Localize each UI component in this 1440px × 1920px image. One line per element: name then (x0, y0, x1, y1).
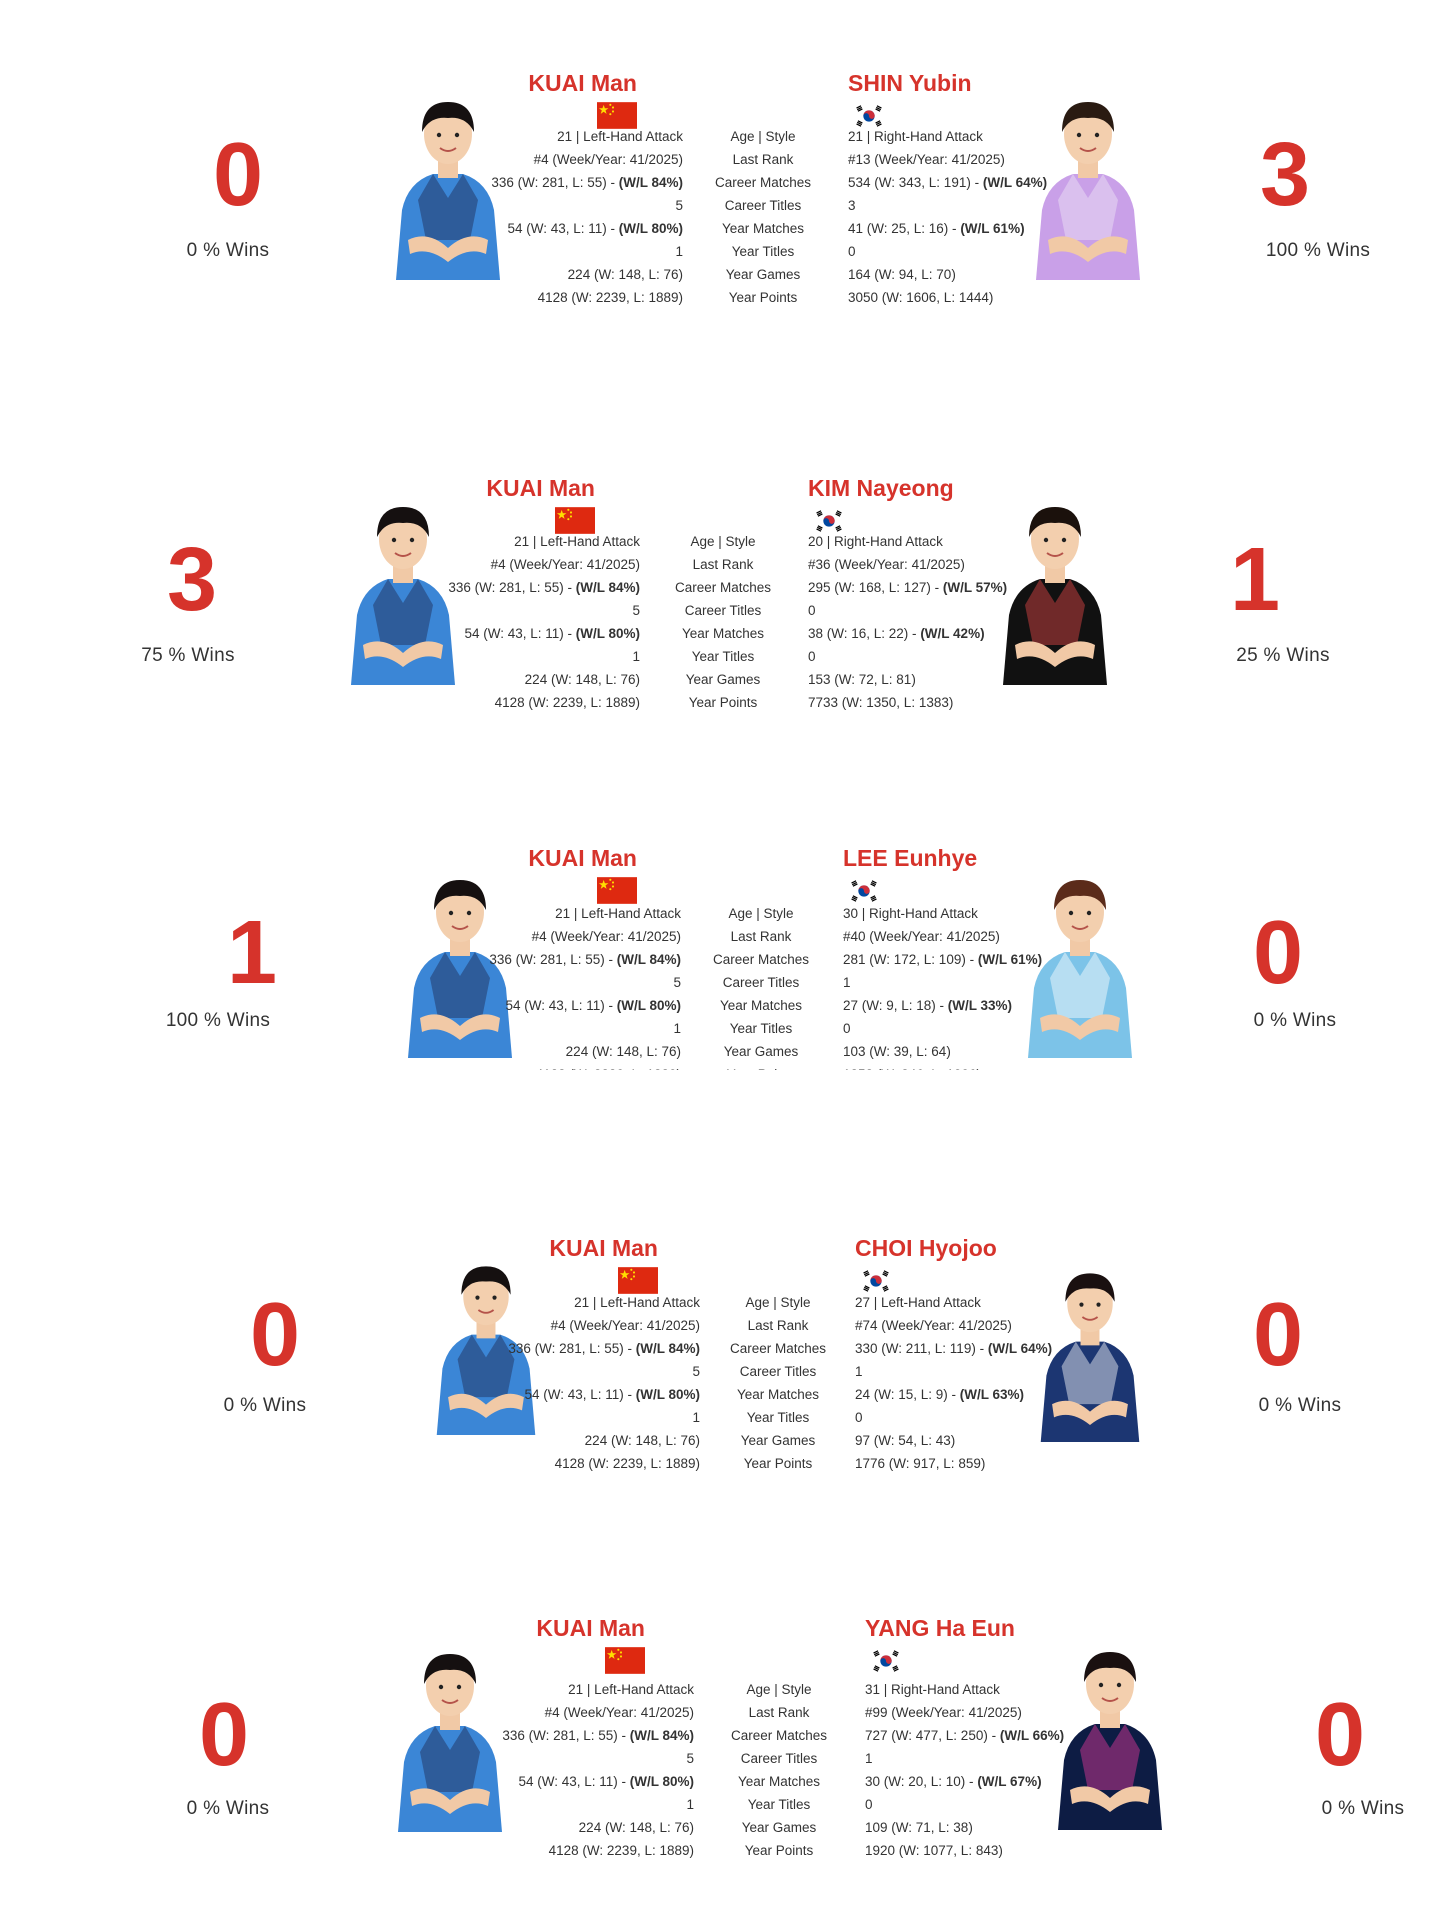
stat-row (410, 553, 640, 576)
stat-row (855, 1406, 1052, 1429)
stat-value: 336 (W: 281, L: 55) - (448, 580, 576, 595)
stat-row (453, 125, 683, 148)
win-loss-ratio: (W/L 33%) (947, 998, 1013, 1013)
stat-value: 5 (692, 1364, 700, 1379)
left-score: 1 (226, 903, 278, 1003)
stat-value: 224 (W: 148, L: 76) (565, 1044, 681, 1059)
stat-label: Year Points (743, 1456, 813, 1471)
korea-flag-icon (869, 1648, 903, 1679)
stat-value: 164 (W: 94, L: 70) (848, 267, 956, 282)
stat-value: 1 (673, 1021, 681, 1036)
win-loss-ratio: (W/L 80%) (618, 221, 683, 236)
stat-row (808, 645, 1007, 668)
stat-value: 0 (855, 1410, 863, 1425)
left-stats (451, 902, 681, 1086)
stat-row (464, 1701, 694, 1724)
player-name-right[interactable]: SHIN Yubin (848, 70, 972, 96)
left-score: 0 (249, 1285, 301, 1385)
stat-labels (653, 530, 793, 714)
stat-row (848, 240, 1047, 263)
stat-label: Year Matches (721, 221, 805, 236)
stat-value: 0 (843, 1021, 851, 1036)
stat-label: Last Rank (730, 929, 792, 944)
right-score: 0 (1252, 903, 1304, 1003)
stat-value: 54 (W: 43, L: 11) - (464, 626, 576, 641)
stat-value: 20 | Right-Hand Attack (808, 534, 943, 549)
player-name-right[interactable]: KIM Nayeong (808, 475, 954, 501)
stat-value: 330 (W: 211, L: 119) - (855, 1341, 988, 1356)
stat-value: 1 (686, 1797, 694, 1812)
china-flag-icon (605, 1647, 645, 1679)
right-score: 0 (1252, 1285, 1304, 1385)
stat-row (470, 1452, 700, 1475)
stat-row (843, 902, 1042, 925)
win-loss-ratio: (W/L 42%) (920, 626, 985, 641)
stat-label: Year Titles (731, 244, 795, 259)
stat-row (410, 668, 640, 691)
stat-row (848, 286, 1047, 309)
stat-value: #4 (Week/Year: 41/2025) (533, 152, 683, 167)
left-score: 3 (166, 530, 218, 630)
stat-row (855, 1337, 1052, 1360)
player-photo-right (1030, 1262, 1150, 1452)
stat-row (410, 530, 640, 553)
stat-value: 31 | Right-Hand Attack (865, 1682, 1000, 1697)
win-loss-ratio: (W/L 84%) (635, 1341, 700, 1356)
stat-row (453, 286, 683, 309)
stat-row (451, 925, 681, 948)
win-loss-ratio: (W/L 66%) (999, 1728, 1065, 1743)
stat-row (855, 1383, 1052, 1406)
stat-value: 336 (W: 281, L: 55) - (491, 175, 619, 190)
stat-labels (708, 1291, 848, 1475)
player-name-left[interactable]: KUAI Man (486, 475, 595, 501)
stat-value: #36 (Week/Year: 41/2025) (808, 557, 965, 572)
stat-value: 295 (W: 168, L: 127) - (808, 580, 943, 595)
stat-label: Last Rank (747, 1318, 809, 1333)
stat-value: 5 (673, 975, 681, 990)
stat-label: Year Titles (747, 1797, 811, 1812)
right-score: 1 (1229, 530, 1281, 630)
stat-value: 27 (W: 9, L: 18) - (843, 998, 948, 1013)
stat-row (865, 1701, 1064, 1724)
stat-label: Year Titles (729, 1021, 793, 1036)
image-crop-edge (0, 1070, 1440, 1110)
stat-label: Career Matches (730, 1728, 828, 1743)
stat-value: 27 | Left-Hand Attack (855, 1295, 981, 1310)
stat-value: 21 | Left-Hand Attack (568, 1682, 694, 1697)
right-stats (848, 125, 1047, 309)
stat-label: Year Matches (736, 1387, 820, 1402)
stat-value: 0 (848, 244, 856, 259)
stat-label: Career Matches (674, 580, 772, 595)
stat-row (453, 217, 683, 240)
stat-value: 5 (675, 198, 683, 213)
stat-row (865, 1724, 1064, 1747)
stat-value: 336 (W: 281, L: 55) - (502, 1728, 630, 1743)
stat-value: #4 (Week/Year: 41/2025) (490, 557, 640, 572)
stat-row (865, 1816, 1064, 1839)
stat-row (808, 668, 1007, 691)
stat-row (865, 1770, 1064, 1793)
stat-value: 54 (W: 43, L: 11) - (518, 1774, 630, 1789)
stat-labels (691, 902, 831, 1086)
win-loss-ratio: (W/L 57%) (942, 580, 1008, 595)
stat-value: 54 (W: 43, L: 11) - (524, 1387, 636, 1402)
win-loss-ratio: (W/L 80%) (629, 1774, 694, 1789)
stat-row (464, 1793, 694, 1816)
stat-row (843, 1040, 1042, 1063)
stat-label: Career Titles (684, 603, 762, 618)
stat-value: #99 (Week/Year: 41/2025) (865, 1705, 1022, 1720)
stat-value: 4128 (W: 2239, L: 1889) (554, 1456, 700, 1471)
stat-row (464, 1770, 694, 1793)
stat-value: #4 (Week/Year: 41/2025) (550, 1318, 700, 1333)
stat-value: 0 (808, 649, 816, 664)
stat-value: 54 (W: 43, L: 11) - (505, 998, 617, 1013)
player-photo-right (1050, 1640, 1170, 1830)
stat-row (464, 1678, 694, 1701)
stat-value: 30 | Right-Hand Attack (843, 906, 978, 921)
right-win-percentage: 25 % Wins (1236, 645, 1330, 666)
stat-value: 281 (W: 172, L: 109) - (843, 952, 978, 967)
stat-row (451, 902, 681, 925)
left-score: 0 (198, 1685, 250, 1785)
stat-value: 3 (848, 198, 856, 213)
win-loss-ratio: (W/L 61%) (977, 952, 1043, 967)
stat-row (470, 1360, 700, 1383)
stat-value: 21 | Left-Hand Attack (557, 129, 683, 144)
stat-row (410, 691, 640, 714)
stat-row (453, 148, 683, 171)
stat-value: 0 (865, 1797, 873, 1812)
stat-row (843, 971, 1042, 994)
stat-row (451, 994, 681, 1017)
stat-value: 54 (W: 43, L: 11) - (507, 221, 619, 236)
stat-label: Last Rank (732, 152, 794, 167)
stat-label: Age | Style (730, 129, 796, 144)
stat-label: Year Games (723, 1044, 799, 1059)
stat-row (808, 553, 1007, 576)
stat-row (848, 263, 1047, 286)
stat-label: Year Points (744, 1843, 814, 1858)
right-stats (843, 902, 1042, 1086)
stat-value: 1920 (W: 1077, L: 843) (865, 1843, 1003, 1858)
stat-value: 21 | Left-Hand Attack (574, 1295, 700, 1310)
stat-value: #4 (Week/Year: 41/2025) (531, 929, 681, 944)
left-win-percentage: 0 % Wins (186, 1798, 270, 1819)
right-stats (808, 530, 1007, 714)
stat-row (464, 1724, 694, 1747)
win-loss-ratio: (W/L 64%) (987, 1341, 1053, 1356)
stat-label: Year Points (728, 290, 798, 305)
stat-label: Career Matches (712, 952, 810, 967)
stat-row (808, 530, 1007, 553)
win-loss-ratio: (W/L 84%) (629, 1728, 694, 1743)
stat-value: 38 (W: 16, L: 22) - (808, 626, 921, 641)
stat-value: 5 (686, 1751, 694, 1766)
left-win-percentage: 0 % Wins (223, 1395, 307, 1416)
stat-value: 24 (W: 15, L: 9) - (855, 1387, 960, 1402)
stat-value: 5 (632, 603, 640, 618)
stat-label: Age | Style (728, 906, 794, 921)
left-stats (453, 125, 683, 309)
right-win-percentage: 0 % Wins (1253, 1010, 1337, 1031)
player-name-left[interactable]: KUAI Man (549, 1235, 658, 1261)
stat-label: Year Matches (681, 626, 765, 641)
stat-label: Year Games (725, 267, 801, 282)
stat-value: 153 (W: 72, L: 81) (808, 672, 916, 687)
stat-value: 21 | Left-Hand Attack (514, 534, 640, 549)
stat-label: Age | Style (690, 534, 756, 549)
win-loss-ratio: (W/L 63%) (959, 1387, 1025, 1402)
stat-value: 103 (W: 39, L: 64) (843, 1044, 951, 1059)
stat-row (808, 622, 1007, 645)
stat-value: 4128 (W: 2239, L: 1889) (537, 290, 683, 305)
left-stats (470, 1291, 700, 1475)
stat-row (451, 1040, 681, 1063)
stat-row (808, 599, 1007, 622)
left-score: 0 (212, 125, 264, 225)
stat-value: 1 (855, 1364, 863, 1379)
player-name-left[interactable]: KUAI Man (528, 70, 637, 96)
stat-value: 727 (W: 477, L: 250) - (865, 1728, 1000, 1743)
stat-labels (709, 1678, 849, 1862)
stat-row (464, 1747, 694, 1770)
stat-row (865, 1747, 1064, 1770)
stat-label: Year Matches (737, 1774, 821, 1789)
stat-row (855, 1452, 1052, 1475)
stat-label: Year Titles (746, 1410, 810, 1425)
right-win-percentage: 0 % Wins (1258, 1395, 1342, 1416)
win-loss-ratio: (W/L 80%) (616, 998, 681, 1013)
right-win-percentage: 0 % Wins (1321, 1798, 1405, 1819)
stat-row (865, 1678, 1064, 1701)
stat-label: Year Games (740, 1433, 816, 1448)
stat-row (848, 171, 1047, 194)
stat-row (410, 645, 640, 668)
stat-value: 534 (W: 343, L: 191) - (848, 175, 983, 190)
right-win-percentage: 100 % Wins (1265, 240, 1371, 261)
player-photo-right (1020, 868, 1140, 1058)
stat-row (843, 948, 1042, 971)
stat-row (855, 1360, 1052, 1383)
stat-value: 1 (843, 975, 851, 990)
stat-row (848, 148, 1047, 171)
stat-labels (693, 125, 833, 309)
stat-label: Age | Style (745, 1295, 811, 1310)
player-name-left[interactable]: KUAI Man (528, 845, 637, 871)
stat-row (843, 925, 1042, 948)
stat-value: 109 (W: 71, L: 38) (865, 1820, 973, 1835)
stat-label: Career Titles (739, 1364, 817, 1379)
win-loss-ratio: (W/L 64%) (982, 175, 1048, 190)
stat-row (808, 576, 1007, 599)
win-loss-ratio: (W/L 61%) (960, 221, 1025, 236)
stat-row (470, 1291, 700, 1314)
stat-value: 224 (W: 148, L: 76) (567, 267, 683, 282)
stat-value: 41 (W: 25, L: 16) - (848, 221, 961, 236)
stat-value: 21 | Left-Hand Attack (555, 906, 681, 921)
stat-label: Year Games (741, 1820, 817, 1835)
stat-row (470, 1337, 700, 1360)
stat-row (855, 1314, 1052, 1337)
stat-row (453, 194, 683, 217)
stat-value: 3050 (W: 1606, L: 1444) (848, 290, 994, 305)
stat-row (843, 1017, 1042, 1040)
stat-label: Year Matches (719, 998, 803, 1013)
stat-label: Career Matches (729, 1341, 827, 1356)
stat-row (865, 1793, 1064, 1816)
stat-row (470, 1314, 700, 1337)
stat-row (808, 691, 1007, 714)
right-stats (855, 1291, 1052, 1475)
stat-value: 0 (808, 603, 816, 618)
stat-value: 7733 (W: 1350, L: 1383) (808, 695, 954, 710)
stat-value: 1 (632, 649, 640, 664)
stat-value: 97 (W: 54, L: 43) (855, 1433, 956, 1448)
win-loss-ratio: (W/L 67%) (977, 1774, 1042, 1789)
stat-label: Last Rank (692, 557, 754, 572)
right-score: 0 (1314, 1685, 1366, 1785)
stat-value: 4128 (W: 2239, L: 1889) (494, 695, 640, 710)
stat-value: 336 (W: 281, L: 55) - (508, 1341, 636, 1356)
stat-row (453, 263, 683, 286)
stat-label: Career Titles (724, 198, 802, 213)
stat-value: 1 (692, 1410, 700, 1425)
stat-value: 224 (W: 148, L: 76) (584, 1433, 700, 1448)
stat-value: 1 (675, 244, 683, 259)
stat-row (865, 1839, 1064, 1862)
stat-label: Last Rank (748, 1705, 810, 1720)
stat-value: 30 (W: 20, L: 10) - (865, 1774, 978, 1789)
stat-row (453, 171, 683, 194)
left-win-percentage: 0 % Wins (186, 240, 270, 261)
stat-label: Year Points (688, 695, 758, 710)
stat-label: Career Titles (740, 1751, 818, 1766)
stat-value: 224 (W: 148, L: 76) (524, 672, 640, 687)
stat-label: Age | Style (746, 1682, 812, 1697)
stat-row (848, 194, 1047, 217)
stat-value: #4 (Week/Year: 41/2025) (544, 1705, 694, 1720)
player-photo-right (1028, 90, 1148, 280)
stat-row (855, 1291, 1052, 1314)
stat-value: 336 (W: 281, L: 55) - (489, 952, 617, 967)
stat-row (451, 1017, 681, 1040)
stat-label: Year Games (685, 672, 761, 687)
stat-row (464, 1839, 694, 1862)
stat-row (470, 1406, 700, 1429)
stat-row (855, 1429, 1052, 1452)
left-win-percentage: 75 % Wins (141, 645, 235, 666)
player-photo-right (995, 495, 1115, 685)
stat-row (843, 994, 1042, 1017)
left-stats (464, 1678, 694, 1862)
player-name-right[interactable]: YANG Ha Eun (865, 1615, 1015, 1641)
stat-row (410, 622, 640, 645)
stat-row (848, 217, 1047, 240)
player-name-left[interactable]: KUAI Man (536, 1615, 645, 1641)
stat-row (470, 1429, 700, 1452)
right-score: 3 (1259, 125, 1311, 225)
stat-label: Career Matches (714, 175, 812, 190)
left-stats (410, 530, 640, 714)
stat-value: 224 (W: 148, L: 76) (578, 1820, 694, 1835)
stat-row (464, 1816, 694, 1839)
win-loss-ratio: (W/L 84%) (616, 952, 681, 967)
stat-row (451, 971, 681, 994)
stat-row (848, 125, 1047, 148)
stat-value: 1776 (W: 917, L: 859) (855, 1456, 986, 1471)
stat-value: #40 (Week/Year: 41/2025) (843, 929, 1000, 944)
stat-row (410, 576, 640, 599)
stat-value: #74 (Week/Year: 41/2025) (855, 1318, 1012, 1333)
stat-label: Year Titles (691, 649, 755, 664)
stat-row (451, 948, 681, 971)
right-stats (865, 1678, 1064, 1862)
win-loss-ratio: (W/L 80%) (635, 1387, 700, 1402)
win-loss-ratio: (W/L 84%) (618, 175, 683, 190)
stat-value: #13 (Week/Year: 41/2025) (848, 152, 1005, 167)
win-loss-ratio: (W/L 80%) (575, 626, 640, 641)
player-name-right[interactable]: CHOI Hyojoo (855, 1235, 997, 1261)
stat-row (410, 599, 640, 622)
stat-value: 4128 (W: 2239, L: 1889) (548, 1843, 694, 1858)
stat-value: 21 | Right-Hand Attack (848, 129, 983, 144)
left-win-percentage: 100 % Wins (165, 1010, 271, 1031)
stat-row (470, 1383, 700, 1406)
player-name-right[interactable]: LEE Eunhye (843, 845, 978, 871)
stat-value: 1 (865, 1751, 873, 1766)
win-loss-ratio: (W/L 84%) (575, 580, 640, 595)
stat-label: Career Titles (722, 975, 800, 990)
stat-row (453, 240, 683, 263)
